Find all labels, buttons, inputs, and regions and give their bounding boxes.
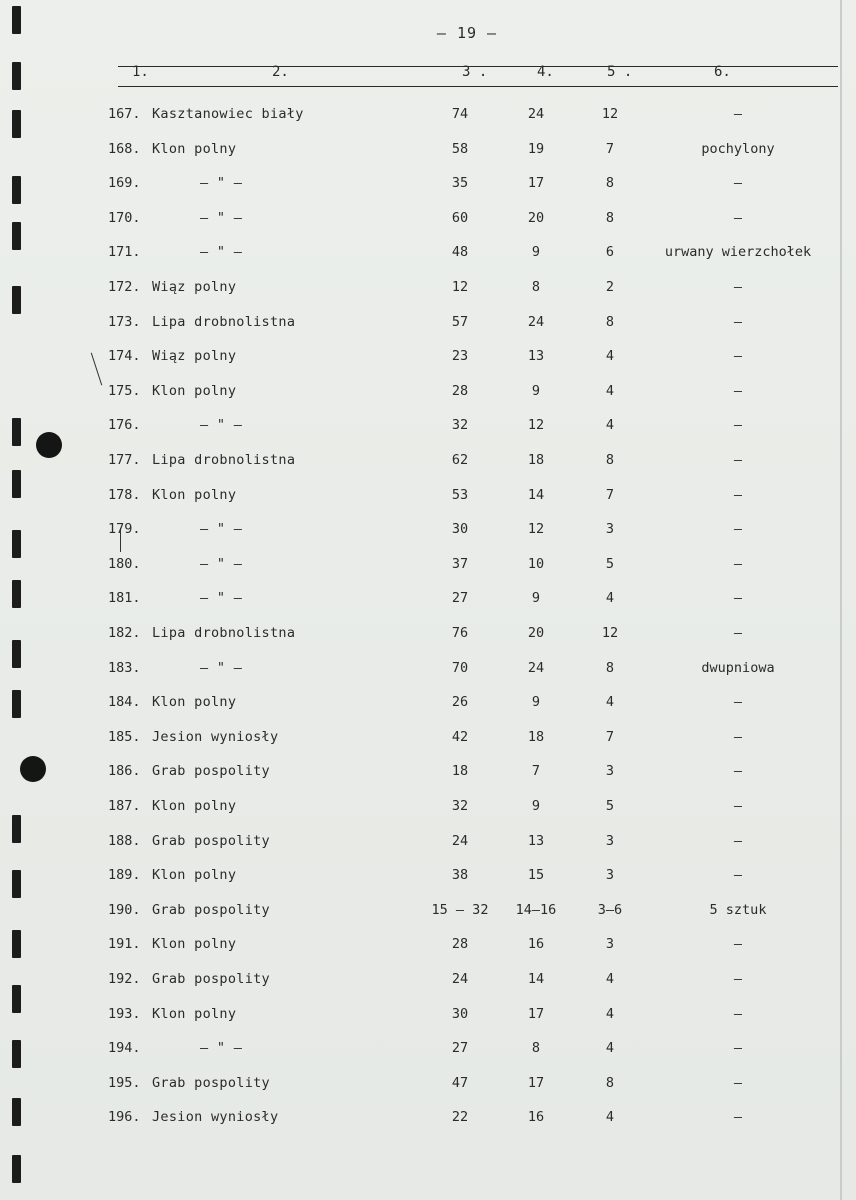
column-3-value: 60 — [451, 209, 469, 226]
row-number: 169. — [108, 175, 141, 192]
table-row — [0, 314, 856, 344]
column-5-value: 8 — [605, 1074, 615, 1091]
column-3-value: 42 — [451, 728, 469, 745]
column-5-value: 5 — [605, 555, 615, 572]
column-5-value: 7 — [605, 486, 615, 503]
tree-species: Klon polny — [152, 140, 237, 157]
column-3-value: 48 — [451, 244, 469, 261]
column-5-value: 7 — [605, 728, 615, 745]
column-5-value: 4 — [605, 1109, 615, 1126]
column-5-value: 4 — [605, 417, 615, 434]
column-3-value: 76 — [451, 625, 469, 641]
remarks: – — [733, 452, 743, 468]
column-5-value: 4 — [605, 694, 615, 711]
column-4-value: 13 — [527, 832, 545, 849]
column-5-value: 3–6 — [597, 901, 623, 918]
column-5-value: 8 — [605, 313, 615, 330]
remarks: dwupniowa — [701, 659, 775, 676]
table-row — [0, 452, 856, 482]
column-4-value: 13 — [527, 348, 545, 365]
remarks: – — [733, 936, 743, 953]
column-3-value: 57 — [451, 313, 469, 330]
column-5-value: 4 — [605, 1040, 615, 1057]
column-4-value: 9 — [531, 590, 541, 607]
tree-species: Lipa drobnolistna — [152, 452, 296, 468]
table-row — [0, 175, 856, 205]
remarks: – — [733, 1040, 743, 1057]
table-row — [0, 1075, 856, 1105]
remarks: 5 sztuk — [709, 901, 767, 918]
remarks: – — [733, 694, 743, 711]
tree-species: – " – — [200, 175, 243, 192]
row-number: 171. — [108, 244, 141, 261]
remarks: pochylony — [701, 140, 775, 157]
remarks: – — [733, 106, 743, 122]
row-number: 193. — [108, 1005, 141, 1022]
column-4-value: 24 — [527, 313, 545, 330]
column-3-value: 28 — [451, 382, 469, 399]
column-3-value: 27 — [451, 1040, 469, 1057]
column-4-value: 18 — [527, 452, 545, 468]
column-3-value: 30 — [451, 521, 469, 538]
column-5-value: 5 — [605, 798, 615, 814]
column-5-value: 3 — [605, 867, 615, 884]
binding-mark — [12, 1155, 21, 1183]
column-3-value: 62 — [451, 452, 469, 468]
table-row — [0, 936, 856, 966]
column-4-value: 9 — [531, 244, 541, 261]
column-4-value: 14–16 — [515, 901, 557, 918]
page-number: — 19 — — [436, 24, 498, 42]
remarks: – — [733, 279, 743, 295]
table-row — [0, 1006, 856, 1036]
column-4-value: 17 — [527, 1074, 545, 1091]
column-3-value: 12 — [451, 279, 469, 295]
column-3-value: 38 — [451, 867, 469, 884]
header-bottom-rule — [118, 86, 838, 87]
tree-species: – " – — [200, 590, 243, 607]
remarks: – — [733, 590, 743, 607]
column-3-value: 74 — [451, 106, 469, 122]
column-3-value: 28 — [451, 936, 469, 953]
column-4-value: 18 — [527, 728, 545, 745]
tree-species: – " – — [200, 659, 243, 676]
tree-species: Grab pospolity — [152, 901, 270, 918]
remarks: – — [733, 209, 743, 226]
table-row — [0, 590, 856, 620]
column-3-value: 35 — [451, 175, 469, 192]
remarks: – — [733, 348, 743, 365]
row-number: 179. — [108, 521, 141, 538]
remarks: – — [733, 1109, 743, 1126]
table-row — [0, 625, 856, 655]
remarks: – — [733, 521, 743, 538]
column-3-value: 58 — [451, 140, 469, 157]
column-5-value: 12 — [601, 106, 619, 122]
column-3-value: 37 — [451, 555, 469, 572]
column-5-value: 4 — [605, 590, 615, 607]
column-3-value: 26 — [451, 694, 469, 711]
remarks: – — [733, 382, 743, 399]
table-row — [0, 763, 856, 793]
row-number: 186. — [108, 763, 141, 780]
tree-species: Kasztanowiec biały — [152, 106, 304, 122]
tree-species: – " – — [200, 209, 243, 226]
row-number: 187. — [108, 798, 141, 814]
column-5-value: 7 — [605, 140, 615, 157]
column-4-value: 17 — [527, 175, 545, 192]
column-3-value: 27 — [451, 590, 469, 607]
column-5-value: 4 — [605, 1005, 615, 1022]
tree-species: Grab pospolity — [152, 1074, 270, 1091]
tree-species: – " – — [200, 244, 243, 261]
remarks: – — [733, 313, 743, 330]
column-4-value: 12 — [527, 417, 545, 434]
table-row — [0, 279, 856, 309]
table-row — [0, 521, 856, 551]
column-5-value: 8 — [605, 659, 615, 676]
table-row — [0, 417, 856, 447]
column-5-value: 3 — [605, 763, 615, 780]
row-number: 195. — [108, 1074, 141, 1091]
remarks: – — [733, 486, 743, 503]
column-3-value: 70 — [451, 659, 469, 676]
row-number: 177. — [108, 452, 141, 468]
column-4-value: 20 — [527, 625, 545, 641]
column-header-4: 4. — [537, 64, 554, 80]
column-4-value: 24 — [527, 659, 545, 676]
column-3-value: 47 — [451, 1074, 469, 1091]
row-number: 176. — [108, 417, 141, 434]
row-number: 196. — [108, 1109, 141, 1126]
column-5-value: 8 — [605, 175, 615, 192]
column-4-value: 10 — [527, 555, 545, 572]
column-5-value: 3 — [605, 832, 615, 849]
column-4-value: 16 — [527, 936, 545, 953]
row-number: 194. — [108, 1040, 141, 1057]
table-row — [0, 210, 856, 240]
row-number: 184. — [108, 694, 141, 711]
table-row — [0, 487, 856, 517]
remarks: – — [733, 555, 743, 572]
tree-species: Klon polny — [152, 867, 237, 884]
remarks: – — [733, 798, 743, 814]
column-3-value: 15 – 32 — [431, 901, 489, 918]
column-header-6: 6. — [714, 64, 731, 80]
row-number: 167. — [108, 106, 141, 122]
column-header-2: 2. — [272, 64, 289, 80]
row-number: 190. — [108, 901, 141, 918]
remarks: – — [733, 728, 743, 745]
remarks: – — [733, 867, 743, 884]
tree-species: Lipa drobnolistna — [152, 625, 296, 641]
remarks: – — [733, 1074, 743, 1091]
tree-species: – " – — [200, 1040, 243, 1057]
column-4-value: 7 — [531, 763, 541, 780]
remarks: – — [733, 832, 743, 849]
tree-species: Klon polny — [152, 798, 237, 814]
table-row — [0, 1040, 856, 1070]
remarks: – — [733, 175, 743, 192]
column-3-value: 30 — [451, 1005, 469, 1022]
column-3-value: 24 — [451, 832, 469, 849]
row-number: 170. — [108, 209, 141, 226]
table-row — [0, 971, 856, 1001]
tree-species: Wiąz polny — [152, 348, 237, 365]
column-4-value: 20 — [527, 209, 545, 226]
table-row — [0, 902, 856, 932]
tree-species: – " – — [200, 555, 243, 572]
binding-mark — [12, 62, 21, 90]
row-number: 188. — [108, 832, 141, 849]
column-5-value: 6 — [605, 244, 615, 261]
tree-species: Jesion wyniosły — [152, 728, 279, 745]
row-number: 192. — [108, 971, 141, 987]
table-row — [0, 833, 856, 863]
row-number: 175. — [108, 382, 141, 399]
column-5-value: 4 — [605, 382, 615, 399]
column-5-value: 12 — [601, 625, 619, 641]
remarks: – — [733, 763, 743, 780]
column-4-value: 24 — [527, 106, 545, 122]
table-row — [0, 141, 856, 171]
column-3-value: 53 — [451, 486, 469, 503]
column-4-value: 17 — [527, 1005, 545, 1022]
tree-species: Klon polny — [152, 486, 237, 503]
remarks: – — [733, 417, 743, 434]
column-3-value: 22 — [451, 1109, 469, 1126]
row-number: 174. — [108, 348, 141, 365]
row-number: 180. — [108, 555, 141, 572]
row-number: 181. — [108, 590, 141, 607]
table-row — [0, 1109, 856, 1139]
column-5-value: 8 — [605, 209, 615, 226]
column-3-value: 23 — [451, 348, 469, 365]
row-number: 191. — [108, 936, 141, 953]
tree-species: Klon polny — [152, 1005, 237, 1022]
column-4-value: 14 — [527, 971, 545, 987]
row-number: 173. — [108, 313, 141, 330]
tree-species: Klon polny — [152, 382, 237, 399]
row-number: 183. — [108, 659, 141, 676]
remarks: – — [733, 625, 743, 641]
column-3-value: 24 — [451, 971, 469, 987]
tree-species: Klon polny — [152, 694, 237, 711]
column-4-value: 16 — [527, 1109, 545, 1126]
tree-species: Wiąz polny — [152, 279, 237, 295]
table-row — [0, 556, 856, 586]
tree-species: Klon polny — [152, 936, 237, 953]
row-number: 172. — [108, 279, 141, 295]
row-number: 189. — [108, 867, 141, 884]
tree-species: – " – — [200, 417, 243, 434]
column-4-value: 19 — [527, 140, 545, 157]
tree-species: – " – — [200, 521, 243, 538]
table-row — [0, 348, 856, 378]
column-4-value: 9 — [531, 382, 541, 399]
column-5-value: 3 — [605, 936, 615, 953]
column-4-value: 9 — [531, 798, 541, 814]
column-header-1: 1. — [132, 64, 149, 80]
column-4-value: 8 — [531, 279, 541, 295]
column-5-value: 4 — [605, 971, 615, 987]
table-row — [0, 867, 856, 897]
tree-species: Jesion wyniosły — [152, 1109, 279, 1126]
column-4-value: 8 — [531, 1040, 541, 1057]
column-4-value: 15 — [527, 867, 545, 884]
column-header-3: 3 . — [462, 64, 488, 80]
column-5-value: 3 — [605, 521, 615, 538]
tree-species: Lipa drobnolistna — [152, 313, 296, 330]
tree-species: Grab pospolity — [152, 971, 270, 987]
remarks: – — [733, 1005, 743, 1022]
column-3-value: 18 — [451, 763, 469, 780]
table-row — [0, 798, 856, 828]
row-number: 182. — [108, 625, 141, 641]
row-number: 168. — [108, 140, 141, 157]
row-number: 185. — [108, 728, 141, 745]
column-5-value: 8 — [605, 452, 615, 468]
column-3-value: 32 — [451, 417, 469, 434]
table-row — [0, 660, 856, 690]
table-row — [0, 383, 856, 413]
remarks: urwany wierzchołek — [664, 244, 812, 261]
column-3-value: 32 — [451, 798, 469, 814]
column-4-value: 14 — [527, 486, 545, 503]
table-row — [0, 729, 856, 759]
column-4-value: 12 — [527, 521, 545, 538]
row-number: 178. — [108, 486, 141, 503]
table-row — [0, 694, 856, 724]
table-row — [0, 106, 856, 136]
column-5-value: 2 — [605, 279, 615, 295]
column-header-5: 5 . — [607, 64, 633, 80]
column-5-value: 4 — [605, 348, 615, 365]
remarks: – — [733, 971, 743, 987]
table-row — [0, 244, 856, 274]
column-4-value: 9 — [531, 694, 541, 711]
tree-species: Grab pospolity — [152, 832, 270, 849]
tree-species: Grab pospolity — [152, 763, 270, 780]
